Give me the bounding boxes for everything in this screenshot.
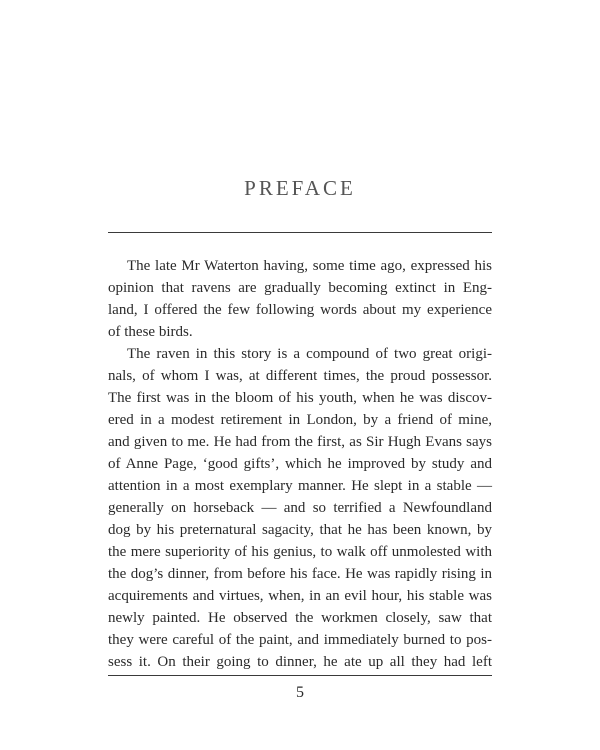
text-line: land, I offered the few following words about my experience [108,302,492,318]
text-line: of Anne Page, ‘good gifts’, which he improved by study and [108,456,492,472]
page-number: 5 [296,684,304,701]
header-rule [108,232,492,233]
text-line: The late Mr Waterton having, some time ago, expressed his [127,258,492,274]
page-title: PREFACE [244,176,356,200]
text-line: the mere superiority of his genius, to walk off unmolested with [108,544,492,560]
footer-rule [108,675,492,676]
text-line: they were careful of the paint, and immediately burned to pos- [108,632,492,648]
text-line: The raven in this story is a compound of two great origi- [127,346,492,362]
text-line: ered in a modest retirement in London, by a friend of mine, [108,412,492,428]
text-line: sess it. On their going to dinner, he ate up all they had left [108,654,492,670]
text-line: opinion that ravens are gradually becoming extinct in Eng- [108,280,492,296]
body-text [108,255,492,673]
text-line: nals, of whom I was, at different times, the proud possessor. [108,368,492,384]
text-line: generally on horseback — and so terrified a Newfoundland [108,500,492,516]
text-line: attention in a most exemplary manner. He slept in a stable — [108,478,492,494]
text-line: newly painted. He observed the workmen closely, saw that [108,610,492,626]
text-line: the dog’s dinner, from before his face. He was rapidly rising in [108,566,492,582]
text-line: dog by his preternatural sagacity, that he has been known, by [108,522,492,538]
text-line: and given to me. He had from the first, as Sir Hugh Evans says [108,434,492,450]
text-line: The first was in the bloom of his youth, when he was discov- [108,390,492,406]
text-line: of these birds. [108,324,193,340]
text-line: acquirements and virtues, when, in an evil hour, his stable was [108,588,492,604]
